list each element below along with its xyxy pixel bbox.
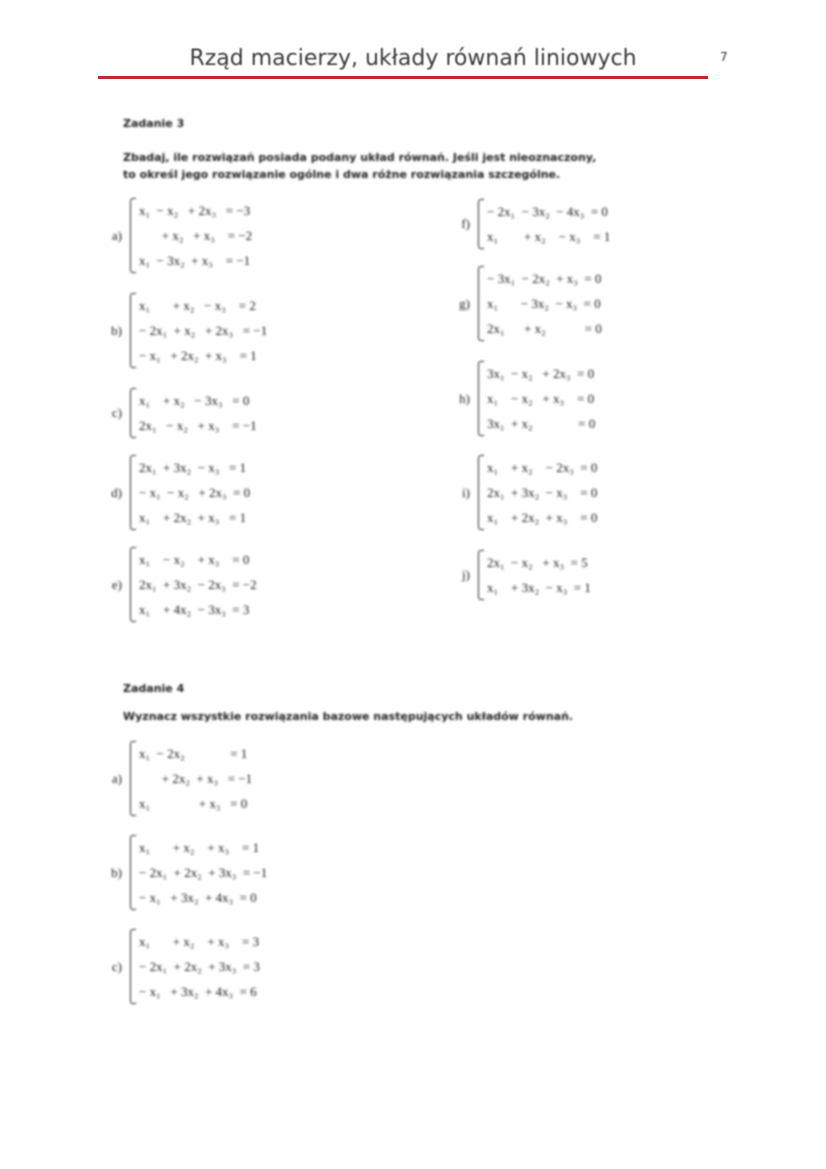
system-4b [100, 835, 267, 910]
equation-row: − 2x₁ + x₂ + 2x₃ = −1 [139, 323, 268, 338]
system-label: j) [462, 567, 470, 582]
page-header-title: Rząd macierzy, układy równań liniowych [189, 46, 637, 71]
equation-row: x₁ − 2x₂ = 1 [139, 746, 248, 761]
equation-row: 3x₁ − x₂ + 2x₃ = 0 [487, 366, 595, 381]
system-3f [448, 199, 610, 249]
equation-row: x₁ + 2x₂ + x₃ = 0 [487, 510, 598, 525]
equation-row: − x₁ + 3x₂ + 4x₃ = 6 [139, 984, 257, 999]
instruction-line-2: to określ jego rozwiązanie ogólne i dwa różne rozwiązania szczególne. [123, 168, 561, 181]
system-label: a) [111, 770, 122, 786]
equation-row: + x₂ + x₃ = −2 [139, 228, 253, 243]
equation-row: 3x₁ + x₂ = 0 [487, 416, 596, 431]
equation-row: − x₁ + 2x₂ + x₃ = 1 [139, 348, 257, 363]
system-3b [100, 293, 267, 368]
system-4c [100, 929, 260, 1004]
section-title-zadanie-4: Zadanie 4 [123, 682, 185, 695]
system-3g [448, 266, 602, 341]
system-4a [100, 741, 252, 816]
equation-row: x₁ + x₂ + x₃ = 3 [139, 934, 260, 949]
system-3d [100, 455, 250, 530]
system-3e [100, 547, 257, 622]
equation-row: x₁ + x₂ + x₃ = 1 [139, 840, 260, 855]
equation-row: x₁ + x₂ − 3x₃ = 0 [139, 393, 250, 408]
equation-row: 2x₁ + 3x₂ − x₃ = 1 [139, 460, 247, 475]
equation-row: x₁ + x₂ − x₃ = 1 [487, 229, 611, 244]
system-label: a) [111, 227, 122, 243]
system-3i [448, 455, 597, 530]
equation-row: 2x₁ − x₂ + x₃ = 5 [487, 555, 588, 570]
header-rule [98, 76, 708, 79]
system-label: g) [459, 295, 470, 311]
system-label: c) [111, 405, 122, 420]
system-3c [100, 388, 257, 438]
system-label: d) [111, 484, 122, 500]
section-title-zadanie-3: Zadanie 3 [123, 117, 185, 130]
equation-row: x₁ − x₂ + x₃ = 0 [487, 391, 595, 406]
system-3h [448, 361, 595, 436]
equation-row: − 2x₁ − 3x₂ − 4x₃ = 0 [487, 204, 608, 219]
system-label: b) [111, 322, 122, 338]
instruction-zadanie-4: Wyznacz wszystkie rozwiązania bazowe następujących układów równań. [123, 710, 574, 723]
system-label: b) [111, 864, 122, 880]
instruction-line-1: Zbadaj, ile rozwiązań posiada podany układ równań. Jeśli jest nieoznaczony, [123, 151, 597, 164]
equation-row: x₁ − x₂ + x₃ = 0 [139, 552, 250, 567]
equation-row: − 2x₁ + 2x₂ + 3x₃ = −1 [139, 865, 268, 880]
page-number: 7 [720, 50, 728, 64]
system-label: i) [462, 484, 470, 500]
equation-row: 2x₁ + x₂ = 0 [487, 321, 602, 336]
equation-row: x₁ + 2x₂ + x₃ = 1 [139, 510, 247, 525]
equation-row: + 2x₂ + x₃ = −1 [139, 771, 253, 786]
equation-row: x₁ − x₂ + 2x₃ = −3 [139, 203, 251, 218]
equation-row: − x₁ + 3x₂ + 4x₃ = 0 [139, 890, 257, 905]
equation-row: − 3x₁ − 2x₂ + x₃ = 0 [487, 271, 602, 286]
equation-row: x₁ + 3x₂ − x₃ = 1 [487, 580, 591, 595]
equation-row: 2x₁ + 3x₂ − 2x₃ = −2 [139, 577, 257, 592]
equation-row: − 2x₁ + 2x₂ + 3x₃ = 3 [139, 959, 260, 974]
system-3a [100, 198, 252, 273]
equation-row: x₁ − 3x₂ + x₃ = −1 [139, 253, 251, 268]
equation-row: x₁ + 4x₂ − 3x₃ = 3 [139, 602, 250, 617]
equation-row: x₁ + x₂ − 2x₃ = 0 [487, 460, 598, 475]
system-label: h) [459, 390, 470, 406]
equation-row: x₁ − 3x₂ − x₃ = 0 [487, 296, 601, 311]
equation-row: x₁ + x₂ − x₃ = 2 [139, 298, 256, 313]
system-label: f) [461, 216, 470, 231]
equation-row: 2x₁ − x₂ + x₃ = −1 [139, 418, 257, 433]
system-label: e) [111, 576, 122, 592]
system-3j [448, 550, 591, 600]
system-label: c) [111, 958, 122, 974]
equation-row: x₁ + x₃ = 0 [139, 796, 248, 811]
equation-row: − x₁ − x₂ + 2x₃ = 0 [139, 485, 251, 500]
equation-row: 2x₁ + 3x₂ − x₃ = 0 [487, 485, 598, 500]
